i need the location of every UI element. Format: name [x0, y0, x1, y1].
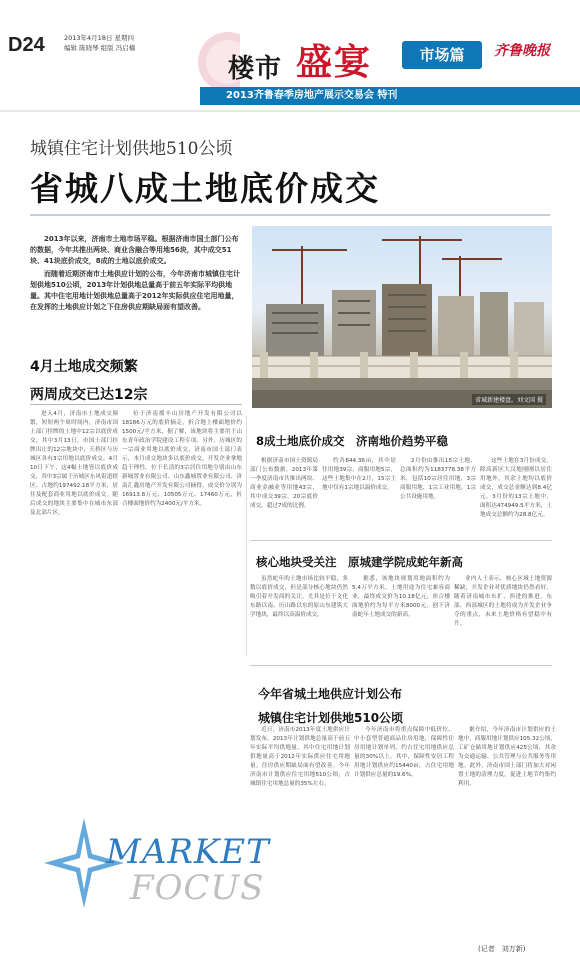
body-text: 据介绍，今年济南市计划供应的土地中，商服用地计划供应105.32公顷，工矿仓储用地计划供应425公顷，其余为交通运输、公共管理与公共服务等用地。此外，济南市国土部门将加大对闲置土地的清理力度，促进土地节约集约利用。: [458, 727, 556, 787]
header-divider: [0, 110, 580, 112]
section-divider: [250, 540, 552, 541]
body-text: 业内人士表示，核心区域土地资源稀缺，开发企业对优质地块仍然看好。随着济南城市东扩、西进的推进，东部、西部城区的土地将成为开发企业争夺的重点，未来土地价格有望稳中有升。: [454, 576, 552, 627]
market-focus-title: MARKET: [106, 832, 270, 872]
section1-column-2: [122, 410, 242, 660]
page-header: [0, 0, 580, 110]
headline-rule: [30, 214, 550, 216]
page-number: D24: [8, 34, 45, 56]
section1-subtitle: 两周成交已达12宗: [30, 387, 148, 403]
editor-credit: 编辑 陈晓琴 组版 冯启楠: [64, 44, 136, 52]
body-text: 这些土地在3月份成交，除高新区大汉地刚刚以居住用地外，其余土地均以底价成交，成交总金额达到8.4亿元。3月份的13宗土地中，面积达474949.5平方米，土地成交总额约为28.8亿元。: [480, 458, 552, 518]
body-text: 今年济南市将重点保障中低价位、中小套型普通商品住房用地，保障性住房用地计划单列，约占住宅用地供应总量的30%以上。其中，保障性安居工程用地计划供应约15440亩，占住宅用地计划供应总量的19.6%。: [354, 727, 454, 778]
section4-column-2: [354, 726, 454, 936]
issue-date: 2013年4月18日 星期四: [64, 34, 135, 42]
section2-column-2: [322, 457, 396, 527]
body-text: 进入4月，济南市土地成交频繁，短短两个周时间内，济南市国土部门挂牌的土地中12宗以底价成交。其中3月13日，市国土部门挂牌出让的12宗地块中，天桥区与历城区各有3宗用地以底价成交。4月10日下午，这4幅土地皆以底价成交，其中3宗属于历城区东风街道辖区。占地约197492.18平方米，居住及配套商业用地以底价成交。随后成交的地块主要集中在城市东部及北部片区。: [30, 411, 118, 516]
section2-column-3: [400, 457, 476, 527]
section2-column-1: [250, 457, 318, 527]
city-skyline-illustration: [252, 226, 552, 408]
section-brand-accent: 盛宴: [296, 41, 373, 83]
section3-column-3: [454, 575, 552, 655]
body-text: 位于济南援丰山房地产开发有限公司以18186万元的底价摘走，折合地上楼面地价约1500元/平方米，据了解，该地块将主要用于山东青年政治学院建设工程专项。另外，历城区的一宗商业用地以底价成交，济南市国土部门表示，本月成交地块多以底价成交，开发企业拿地趋于理性。位于长清的3宗居住用地分别由山东新城置业有限公司、山东鑫城置业有限公司、济南汇鑫房地产开发有限公司摘得，成交价分别为16913.8万元、10505万元、17460万元，折合楼面地价约为2400元/平方米。: [122, 411, 242, 507]
body-text: 虽然蛇年的土地市场比较平稳，多数以底价成交，但是部分核心地块仍然吸引着开发商的关注。尤其是位于文化东路以南、历山路以东的原山东建筑大学地块，最终以高溢价成交。: [250, 576, 348, 618]
section3-title: 核心地块受关注 原城建学院成蛇年新高: [256, 555, 463, 569]
lead-paragraph: 2013年以来，济南市土地市场平稳。根据济南市国土部门公布的数据，今年共推出两块、商业含融合等用地56块，其中成交51块、41块底价成交，8成的土地以底价成交。: [30, 235, 239, 265]
section4-subtitle: 城镇住宅计划供地510公顷: [258, 711, 404, 725]
section4-title: 今年省城土地供应计划公布: [258, 687, 403, 701]
newspaper-logo: 齐鲁晚报: [494, 43, 550, 59]
market-focus-graphic: [30, 800, 270, 960]
section1-rule: [30, 404, 242, 405]
section-brand: 楼市: [228, 54, 283, 84]
body-text: 2月份由推出15宗土地，总面积约为1183778.38平方米，包括10宗居住用地，3宗商服用地，1宗工业用地，1宗公共设施用地。: [400, 458, 476, 500]
section1-column-1: [30, 410, 118, 660]
body-text: 近日，济南市2013年度土地供应计划发布，2013年计划供地总量高于前五年实际平均供地量，其中住宅用地计划供地量高于2012年实际供应住宅用地量。住房供应期缺局面有望改善。今年济南市计划供应住宅用地510公顷，占城镇住宅用地总量的35%左右。: [250, 727, 350, 787]
body-text: 据悉，该地块规划用地面积约为5.4万平方米，土地用途为住宅兼容商业，最终成交价为10.18亿元，折合楼面地价约为每平方米8000元，创下济南蛇年土地成交的新高。: [352, 576, 450, 618]
special-issue-banner: 2013齐鲁春季房地产展示交易会 特刊: [200, 87, 580, 105]
article-kicker: 城镇住宅计划供地510公顷: [30, 139, 233, 159]
body-text: 根据济南市国土资源局部门公布数据，2013年第一季度济南市共推出两块、商业金融业等用地43宗，其中成交39宗，20宗底价成交，超过7成的比例。: [250, 458, 318, 509]
section2-title: 8成土地底价成交 济南地价趋势平稳: [256, 434, 448, 448]
photo-caption: 省城新建楼盘。刘文国 摄: [472, 394, 546, 405]
article-lead: [30, 234, 242, 315]
article-headline: 省城八成土地底价成交: [30, 169, 380, 208]
section2-column-4: [480, 457, 552, 527]
lead-paragraph: 而随着近期济南市土地供应计划的公布，今年济南市城镇住宅计划供地510公顷，2013年计划供地总量高于前五年实际平均供地量。其中住宅用地计划供地总量高于2012年实际供应住宅用地量，在发挥的土地供应计划之下住房供应期缺局面有望改善。: [30, 270, 240, 311]
column-divider: [246, 416, 247, 656]
section-tag: 市场篇: [402, 41, 482, 69]
section3-column-1: [250, 575, 348, 655]
section-divider: [250, 665, 552, 666]
section1-title: 4月土地成交频繁: [30, 359, 138, 375]
construction-photo: [252, 226, 552, 408]
section3-column-2: [352, 575, 450, 655]
market-focus-subtitle: FOCUS: [130, 868, 265, 908]
body-text: 约各844.36亩，其中居住用地39宗，商服用地5宗，这些土地集中在2月，15宗土地中仅有1宗地以溢价成交。: [322, 458, 396, 491]
article-byline: (记者 刘万新): [478, 945, 526, 953]
section4-column-3: [458, 726, 556, 936]
